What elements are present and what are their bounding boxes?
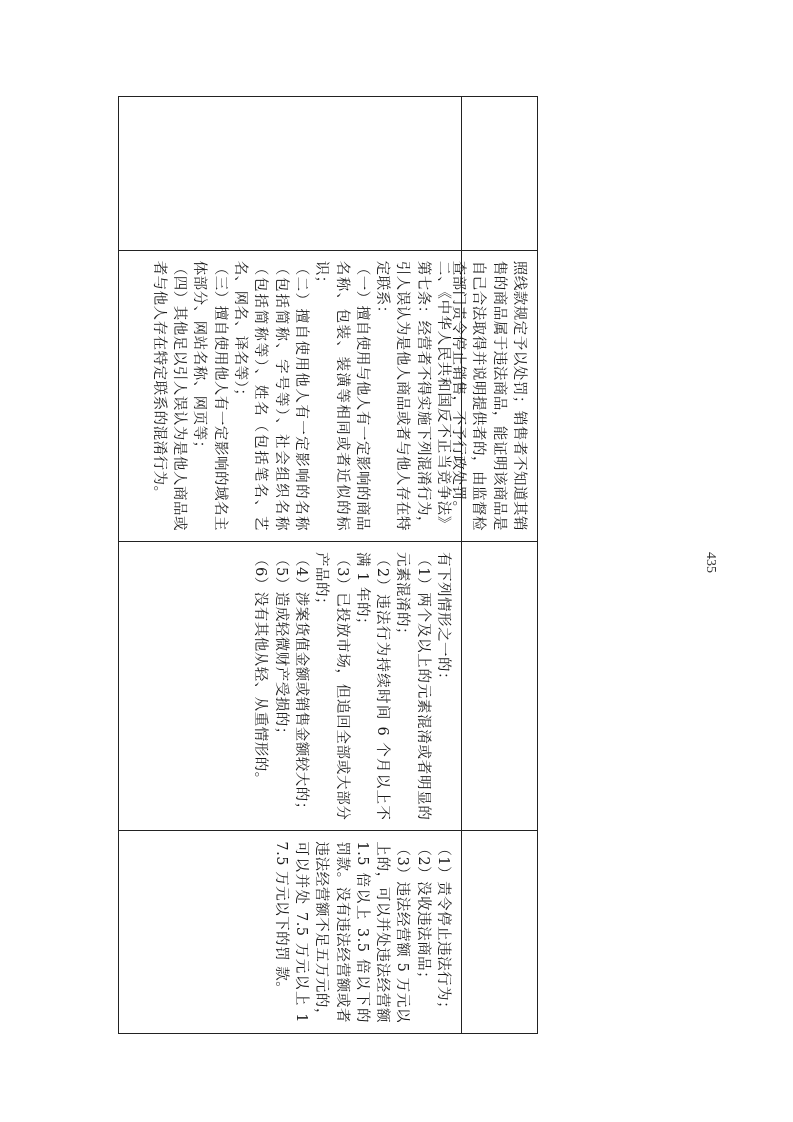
cell-empty xyxy=(462,97,537,251)
law-paragraph: （三）擅自使用他人有一定影响的域名主体部分、网站名称、网页等； xyxy=(191,260,228,532)
cell-penalties xyxy=(119,831,461,1033)
cell-law-basis-continued xyxy=(450,251,537,542)
circumstance-item: （3）已投放市场，但追回全部或大部分产品的； xyxy=(313,552,350,821)
circumstance-item: （1）两个及以上的元素混淆或者明显的元素混淆的； xyxy=(394,552,431,821)
cell-empty xyxy=(462,542,537,831)
penalty-item: （3）违法经营额 5 万元以上的，可以并处违法经营额 1.5 倍以上 3.5 倍以下的罚款。没有违法经营额或者违法经营额不足五万元的，可以并处 7.5 万元以上 17.5 万元以下的罚 款。 xyxy=(272,841,411,1023)
circumstance-item: （6）没有其他从轻、从重情形的。 xyxy=(252,552,269,787)
cell-circumstances xyxy=(119,542,461,831)
page-number: 435 xyxy=(703,552,718,573)
circumstance-item: （4）涉案货值金额或销售金额较大的； xyxy=(292,552,309,817)
circumstance-item: 有下列情形之一的： xyxy=(435,552,451,688)
penalty-item: （2）没收违法商品； xyxy=(414,841,431,987)
law-paragraph: （二）擅自使用他人有一定影响的名称（包括简称、字号等）、社会组织名称（包括简称等）、姓名（包括笔名、艺名、网名、译名等）； xyxy=(232,260,309,532)
penalty-standards-table xyxy=(118,96,538,1034)
cell-empty xyxy=(462,831,537,1033)
table-row-continuation xyxy=(450,97,537,1033)
law-paragraph: （四）其他足以引人误认为是他人商品或者与他人存在特定联系的混淆行为。 xyxy=(150,260,188,532)
circumstance-item: （5）造成轻微财产受损的； xyxy=(272,552,289,742)
cell-empty xyxy=(119,97,461,251)
law-paragraph: 二、《中华人民共和国反不正当竞争法》第七条：经营者不得实施下列混淆行为，引人误认为是他人商品或者与他人存在特定联系： xyxy=(374,260,451,532)
cell-law-basis xyxy=(119,251,461,542)
circumstance-item: （2）违法行为持续时间 6 个月以上不满 1 年的； xyxy=(353,552,391,821)
table-row-confusion-acts xyxy=(119,97,461,1033)
law-text-continued: 照线款规定予以处罚；销售者不知道其销售的商品属于违法商品，能证明该商品是自己合法取得并说明提供者的，由监督检查部门责令停止销售，不予行政处罚。 xyxy=(450,260,527,532)
law-paragraph: （一）擅自使用与他人有一定影响的商品名称、包装、装潢等相同或者近似的标识； xyxy=(313,260,370,532)
penalty-item: （1）责令停止违法行为； xyxy=(435,841,451,1017)
